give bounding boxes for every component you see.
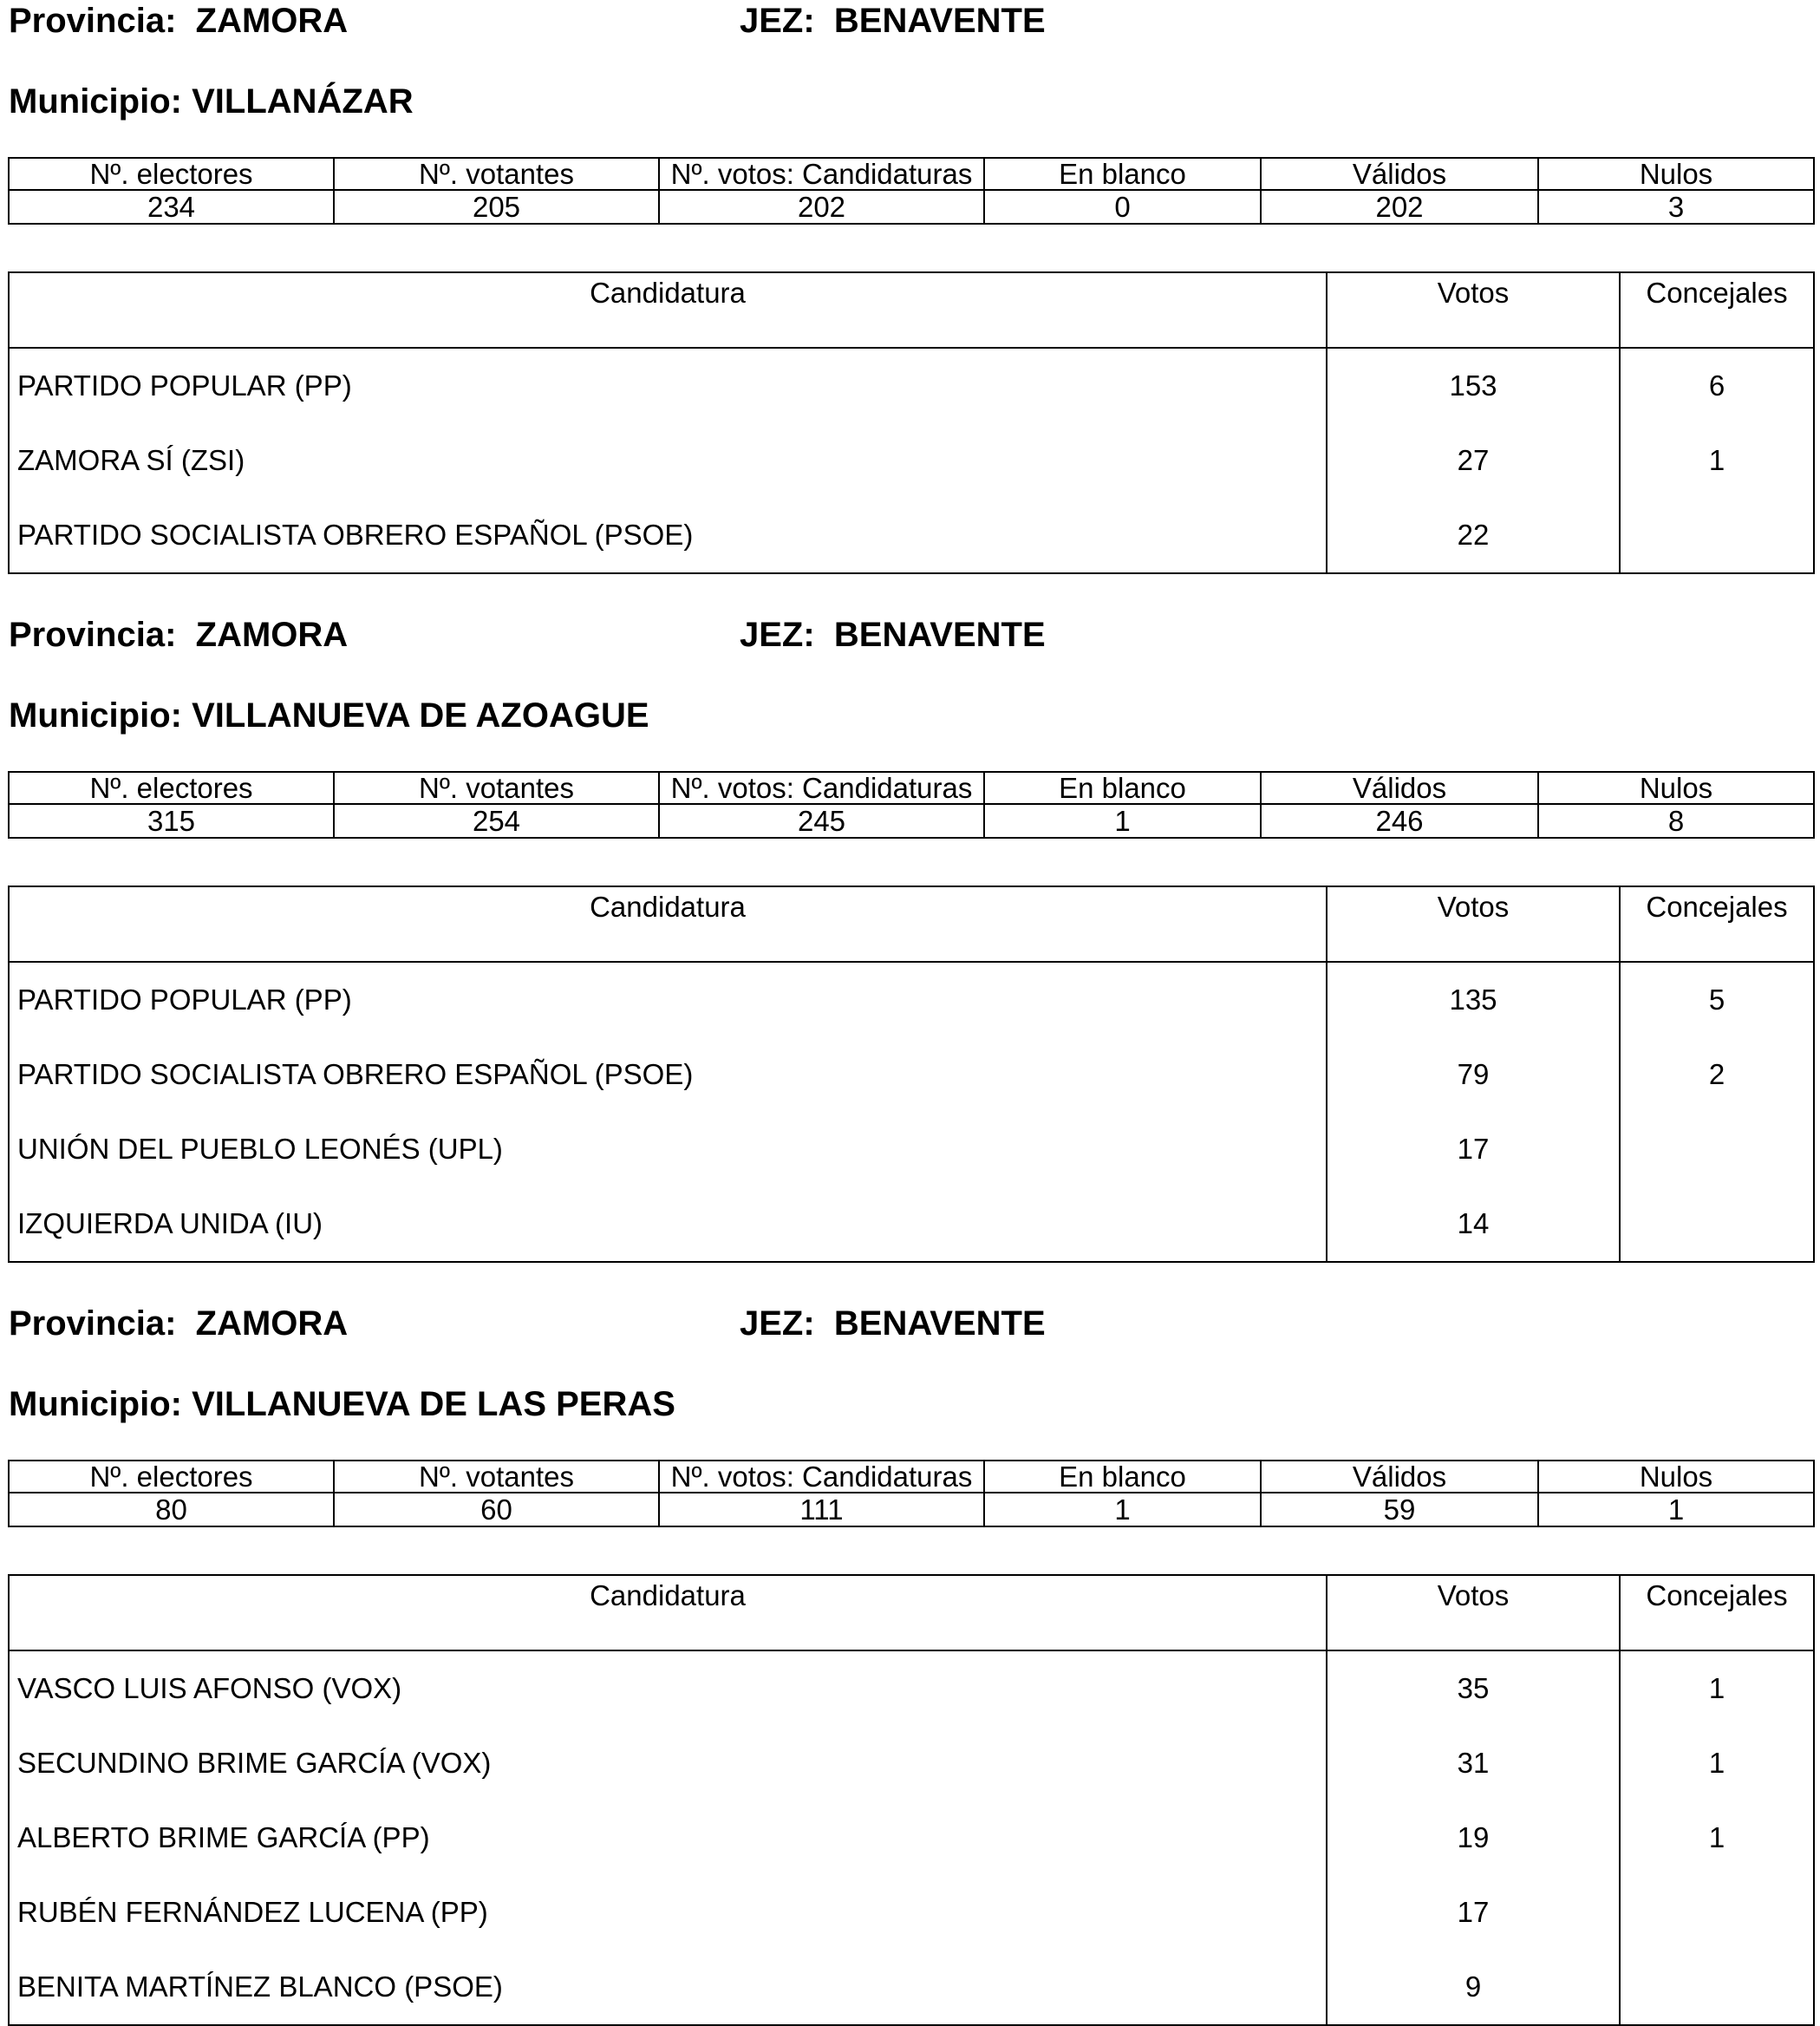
- candidate-name: PARTIDO SOCIALISTA OBRERO ESPAÑOL (PSOE): [9, 498, 1327, 573]
- summary-header-row: [9, 158, 1814, 190]
- candidate-councillors: [1620, 1186, 1814, 1262]
- municipio-label: Municipio:: [9, 82, 182, 121]
- summary-header: Nulos: [1538, 772, 1814, 804]
- summary-table: [8, 771, 1815, 839]
- candidate-votes: 19: [1327, 1801, 1620, 1875]
- candidate-row: [9, 962, 1814, 1037]
- summary-value: 1: [984, 1493, 1261, 1526]
- candidate-name: ZAMORA SÍ (ZSI): [9, 423, 1327, 498]
- provincia-value: ZAMORA: [195, 1304, 349, 1343]
- summary-header: En blanco: [984, 772, 1261, 804]
- summary-value: 202: [1261, 190, 1538, 224]
- votos-header: Votos: [1327, 886, 1620, 962]
- candidate-name: ALBERTO BRIME GARCÍA (PP): [9, 1801, 1327, 1875]
- candidate-name: IZQUIERDA UNIDA (IU): [9, 1186, 1327, 1262]
- jez-group: [740, 614, 1046, 656]
- municipio-value: VILLANUEVA DE AZOAGUE: [192, 696, 649, 735]
- candidate-name: PARTIDO POPULAR (PP): [9, 348, 1327, 423]
- jez-group: [740, 1303, 1046, 1344]
- candidatura-header: Candidatura: [9, 1575, 1327, 1650]
- summary-table: [8, 157, 1815, 225]
- concejales-header: Concejales: [1620, 272, 1814, 348]
- candidate-councillors: 1: [1620, 1650, 1814, 1726]
- summary-value: 60: [334, 1493, 659, 1526]
- candidate-name: RUBÉN FERNÁNDEZ LUCENA (PP): [9, 1875, 1327, 1950]
- candidate-name: BENITA MARTÍNEZ BLANCO (PSOE): [9, 1950, 1327, 2025]
- summary-value: 59: [1261, 1493, 1538, 1526]
- candidate-votes: 135: [1327, 962, 1620, 1037]
- candidate-councillors: [1620, 1950, 1814, 2025]
- summary-header: Válidos: [1261, 772, 1538, 804]
- summary-value: 1: [1538, 1493, 1814, 1526]
- candidate-votes: 22: [1327, 498, 1620, 573]
- summary-value: 254: [334, 804, 659, 838]
- candidate-row: [9, 1037, 1814, 1112]
- provincia-label: Provincia:: [9, 2, 177, 40]
- candidate-votes: 79: [1327, 1037, 1620, 1112]
- candidate-councillors: 5: [1620, 962, 1814, 1037]
- summary-header: Nº. votos: Candidaturas: [659, 1461, 984, 1493]
- summary-values-row: [9, 1493, 1814, 1526]
- summary-value: 1: [984, 804, 1261, 838]
- summary-value: 8: [1538, 804, 1814, 838]
- candidate-votes: 35: [1327, 1650, 1620, 1726]
- candidate-name: PARTIDO POPULAR (PP): [9, 962, 1327, 1037]
- votos-header: Votos: [1327, 1575, 1620, 1650]
- provincia-value: ZAMORA: [195, 616, 349, 654]
- candidates-table: [8, 1574, 1815, 2026]
- municipio-value: VILLANÁZAR: [192, 82, 414, 121]
- votos-header: Votos: [1327, 272, 1620, 348]
- candidate-name: PARTIDO SOCIALISTA OBRERO ESPAÑOL (PSOE): [9, 1037, 1327, 1112]
- municipio-label: Municipio:: [9, 1385, 182, 1423]
- summary-value: 3: [1538, 190, 1814, 224]
- summary-values-row: [9, 804, 1814, 838]
- candidate-councillors: [1620, 1112, 1814, 1186]
- concejales-header: Concejales: [1620, 1575, 1814, 1650]
- candidate-councillors: 6: [1620, 348, 1814, 423]
- concejales-header: Concejales: [1620, 886, 1814, 962]
- summary-header: Nº. votantes: [334, 158, 659, 190]
- summary-header: En blanco: [984, 158, 1261, 190]
- summary-header: Nº. votantes: [334, 772, 659, 804]
- summary-value: 205: [334, 190, 659, 224]
- candidate-row: [9, 1801, 1814, 1875]
- candidate-name: VASCO LUIS AFONSO (VOX): [9, 1650, 1327, 1726]
- province-line: [9, 1303, 1812, 1344]
- candidatura-header: Candidatura: [9, 886, 1327, 962]
- summary-values-row: [9, 190, 1814, 224]
- summary-header: En blanco: [984, 1461, 1261, 1493]
- candidate-councillors: [1620, 1875, 1814, 1950]
- candidate-row: [9, 1112, 1814, 1186]
- summary-value: 246: [1261, 804, 1538, 838]
- jez-label: JEZ:: [740, 616, 815, 654]
- summary-value: 80: [9, 1493, 334, 1526]
- summary-header: Válidos: [1261, 158, 1538, 190]
- provincia-label: Provincia:: [9, 616, 177, 654]
- jez-label: JEZ:: [740, 2, 815, 40]
- jez-value: BENAVENTE: [833, 616, 1046, 654]
- summary-header: Nulos: [1538, 158, 1814, 190]
- provincia-label: Provincia:: [9, 1304, 177, 1343]
- candidate-councillors: 1: [1620, 1726, 1814, 1801]
- summary-value: 245: [659, 804, 984, 838]
- summary-header: Nº. votos: Candidaturas: [659, 772, 984, 804]
- candidates-header-row: [9, 272, 1814, 348]
- candidates-header-row: [9, 886, 1814, 962]
- province-line: [9, 0, 1812, 42]
- candidate-votes: 153: [1327, 348, 1620, 423]
- candidate-votes: 27: [1327, 423, 1620, 498]
- jez-value: BENAVENTE: [833, 2, 1046, 40]
- candidates-table: [8, 271, 1815, 574]
- candidate-row: [9, 1186, 1814, 1262]
- candidate-councillors: 1: [1620, 1801, 1814, 1875]
- summary-value: 202: [659, 190, 984, 224]
- summary-header: Nº. votantes: [334, 1461, 659, 1493]
- summary-header: Nulos: [1538, 1461, 1814, 1493]
- candidate-name: UNIÓN DEL PUEBLO LEONÉS (UPL): [9, 1112, 1327, 1186]
- summary-header-row: [9, 1461, 1814, 1493]
- candidates-header-row: [9, 1575, 1814, 1650]
- candidate-row: [9, 423, 1814, 498]
- summary-header-row: [9, 772, 1814, 804]
- candidate-row: [9, 1650, 1814, 1726]
- candidate-votes: 9: [1327, 1950, 1620, 2025]
- candidate-row: [9, 1950, 1814, 2025]
- municipio-value: VILLANUEVA DE LAS PERAS: [192, 1385, 675, 1423]
- summary-header: Nº. electores: [9, 158, 334, 190]
- jez-label: JEZ:: [740, 1304, 815, 1343]
- summary-header: Válidos: [1261, 1461, 1538, 1493]
- summary-value: 315: [9, 804, 334, 838]
- candidate-councillors: [1620, 498, 1814, 573]
- summary-header: Nº. electores: [9, 772, 334, 804]
- municipio-label: Municipio:: [9, 696, 182, 735]
- summary-value: 234: [9, 190, 334, 224]
- municipality-line: [9, 81, 414, 122]
- summary-value: 111: [659, 1493, 984, 1526]
- candidate-votes: 31: [1327, 1726, 1620, 1801]
- provincia-value: ZAMORA: [195, 2, 349, 40]
- summary-header: Nº. electores: [9, 1461, 334, 1493]
- summary-value: 0: [984, 190, 1261, 224]
- candidate-councillors: 2: [1620, 1037, 1814, 1112]
- candidate-votes: 14: [1327, 1186, 1620, 1262]
- candidate-row: [9, 498, 1814, 573]
- jez-group: [740, 0, 1046, 42]
- candidate-councillors: 1: [1620, 423, 1814, 498]
- candidate-row: [9, 348, 1814, 423]
- candidates-table: [8, 886, 1815, 1263]
- candidate-row: [9, 1875, 1814, 1950]
- summary-header: Nº. votos: Candidaturas: [659, 158, 984, 190]
- summary-table: [8, 1460, 1815, 1527]
- candidate-name: SECUNDINO BRIME GARCÍA (VOX): [9, 1726, 1327, 1801]
- municipality-line: [9, 695, 649, 736]
- jez-value: BENAVENTE: [833, 1304, 1046, 1343]
- candidatura-header: Candidatura: [9, 272, 1327, 348]
- candidate-votes: 17: [1327, 1112, 1620, 1186]
- candidate-row: [9, 1726, 1814, 1801]
- candidate-votes: 17: [1327, 1875, 1620, 1950]
- province-line: [9, 614, 1812, 656]
- municipality-line: [9, 1383, 675, 1425]
